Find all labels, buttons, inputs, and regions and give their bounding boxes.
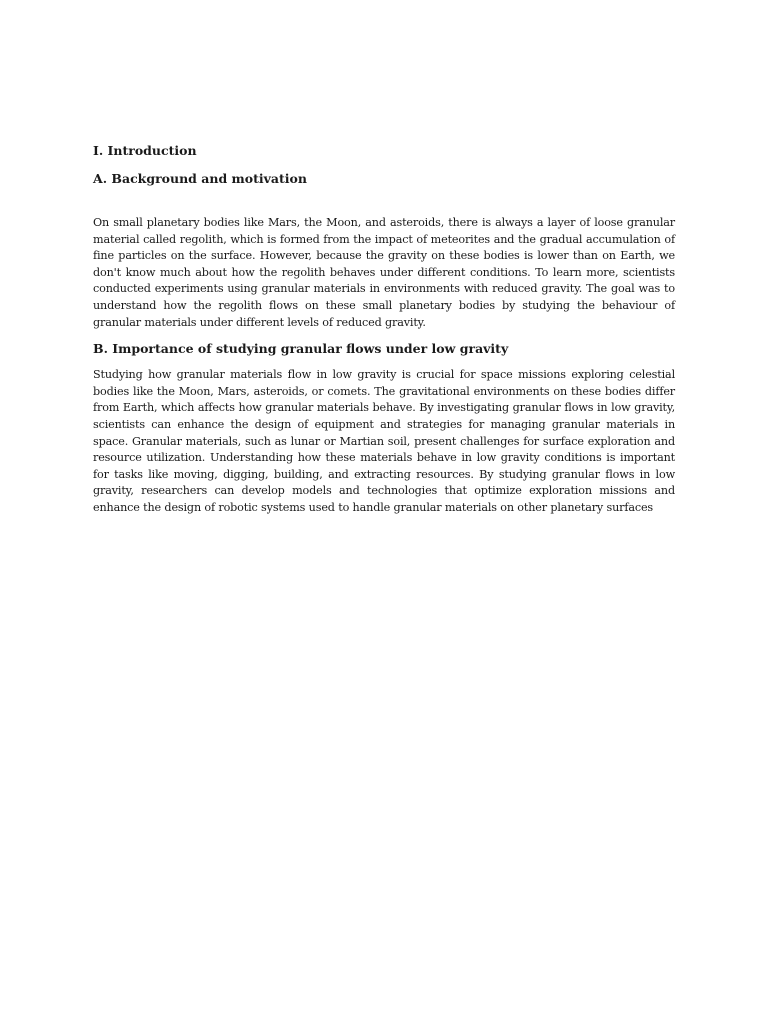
subsection-b-heading: B. Importance of studying granular flows under low gravity bbox=[93, 341, 509, 357]
subsection-b-paragraph: Studying how granular materials flow in low gravity is crucial for space missions exploring celestial bodies like the Moon, Mars, asteroids, or comets. The gravitational environments on these bodies differ from Earth, which affects how granular materials behave. By investigating granular flows in low gravity, scientists can enhance the design of equipment and strategies for managing granular materials in space. Granular materials, such as lunar or Martian soil, present challenges for surface exploration and resource utilization. Understanding how these materials behave in low gravity conditions is important for tasks like moving, digging, building, and extracting resources. By studying granular flows in low gravity, researchers can develop models and technologies that optimize exploration missions and enhance the design of robotic systems used to handle granular materials on other planetary surfaces bbox=[93, 368, 675, 514]
subsection-a-heading: A. Background and motivation bbox=[93, 171, 307, 186]
subsection-a-paragraph: On small planetary bodies like Mars, the Moon, and asteroids, there is always a layer of loose granular material called regolith, which is formed from the impact of meteorites and the gradual accumulation of fine particles on the surface. However, because the gravity on these bodies is lower than on Earth, we don't know much about how the regolith behaves under different conditions. To learn more, scientists conducted experiments using granular materials in environments with reduced gravity. The goal was to understand how the regolith flows on these small planetary bodies by studying the behaviour of granular materials under different levels of reduced gravity. bbox=[93, 216, 675, 329]
section-heading: I. Introduction bbox=[93, 143, 197, 158]
document-page bbox=[93, 143, 675, 517]
